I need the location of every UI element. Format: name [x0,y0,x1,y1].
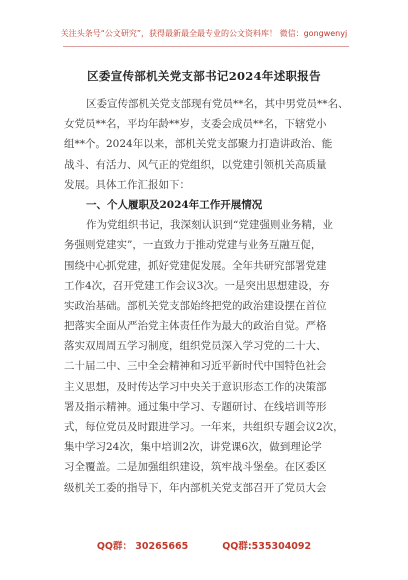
body-line: 式，每位党员及时跟进学习。一年来，共组织专题会议2次， [64,421,344,433]
body-line: 落实双周周五学习制度，组织党员深入学习党的二十大、 [64,340,327,353]
body-line: 作为党组织书记，我深刻认识到“党建强则业务精，业 [86,219,333,232]
body-line: 围绕中心抓党建，抓好党建促发展。全年共研究部署党建 [64,259,327,272]
body-line: 署及指示精神。通过集中学习、专题研讨、在线培训等形 [64,400,327,413]
document-body [64,94,348,498]
qq-group-2: QQ群:535304092 [222,541,312,552]
body-line: 区委宣传部机关党支部现有党员**名，其中男党员**名、 [86,98,349,110]
contact-footer [0,538,408,552]
qq-group-1: QQ群： 30265665 [96,541,189,552]
banner-divider [63,46,349,47]
body-line: 务强则党建实”，一直致力于推动党建与业务互融互促， [64,239,322,252]
promo-banner: 关注头条号“公文研究”，获得最新最全最专业的公文资料库！ 微信：gongwenyj [60,29,348,38]
document-title: 区委宣传部机关党支部书记2024年述职报告 [87,69,321,83]
body-line: 把落实全面从严治党主体责任作为最大的政治自觉。严格 [64,320,327,333]
body-line: 工作4次，召开党建工作会议3次。一是突出思想建设，夯 [64,279,330,292]
body-line: 主义思想，及时传达学习中央关于意识形态工作的决策部 [64,380,327,393]
body-line: 女党员**名，平均年龄**岁，支委会成员**名，下辖党小 [64,118,327,131]
body-line: 集中学习24次，集中培训2次，讲党课6次，做到理论学 [64,441,322,454]
body-line: 习全覆盖。二是加强组织建设，筑牢战斗堡垒。在区委区 [64,461,327,474]
body-line: 实政治基础。部机关党支部始终把党的政治建设摆在首位 [64,299,327,312]
body-line: 二十届二中、三中全会精神和习近平新时代中国特色社会 [64,360,327,373]
body-line: 级机关工委的指导下，年内部机关党支部召开了党员大会 [64,481,327,494]
body-line: 战斗、有活力、风气正的党组织，以党建引领机关高质量 [64,158,327,171]
body-line: 组**个。2024年以来，部机关党支部聚力打造讲政治、能 [64,138,333,151]
body-line: 发展。具体工作汇报如下： [64,178,190,191]
section-heading: 一、个人履职及2024年工作开展情况 [86,198,263,211]
